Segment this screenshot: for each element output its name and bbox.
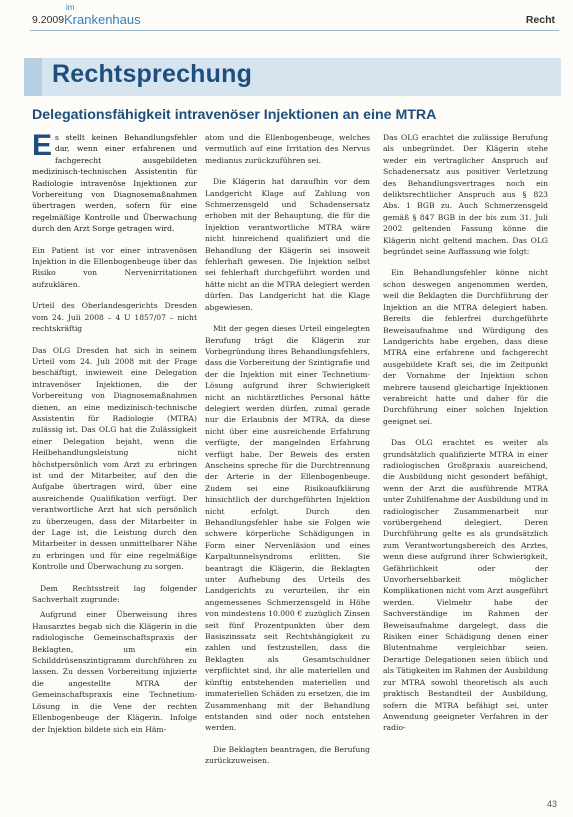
- article-lead: [32, 129, 197, 235]
- lead-text: s stellt keinen Behandlungsfehler dar, wenn einer erfahrenen und fachgerecht ausgebildeten medizinisch-technischen Assistentin für Radiologie intravenöse Injektionen zur Vorbereitung von Diagnosemaßnahmen übertragen werden, sofern für eine regelmäßige Kontrolle und Überwachung durch den Arzt Sorge getragen wird.: [32, 133, 197, 234]
- section-banner: [24, 58, 561, 96]
- article-paragraph: Die Beklagten beantragen, die Berufung zurückzuweisen.: [205, 744, 370, 766]
- issue-date: 9.2009: [32, 14, 65, 26]
- article-paragraph: Ein Patient ist vor einer intravenösen Injektion in die Ellenbogenbeuge über das Risiko von Nervenirritationen aufzuklären.: [32, 245, 197, 289]
- article-column-1: [32, 129, 197, 745]
- header-divider: [30, 30, 559, 31]
- article-paragraph: Dem Rechtsstreit lag folgender Sachverhalt zugrunde:: [32, 583, 197, 605]
- article-title: Delegationsfähigkeit intravenöser Injektionen an eine MTRA: [32, 107, 437, 123]
- drop-cap: E: [32, 129, 53, 162]
- article-column-3: [383, 132, 548, 744]
- article-paragraph: Mit der gegen dieses Urteil eingelegten Berufung trägt die Klägerin zur Vorbegründung ihres Behandlungsfehlers, dass die Vorbereitung der Szintigrafie und der die Injektion mit einer Technetium-Lösung aufgrund ihrer Schwierigkeit nicht an nichtärztliches Personal hätte delegiert werden dürfen, zumal gerade nur die Erlaubnis der MTRA, da diese nicht über eine ausreichende Erfahrung verfügte, der mangelnden Erfahrung verfügt habe. Der Beweis des ersten Anscheins spreche für die Durchtrennung der Arterie in der Ellenbogenbeuge. Zudem sei eine Risikoaufklärung hinsichtlich der durchgeführten Injektion nicht erfolgt. Durch den Behandlungsfehler habe sie Folgen wie schwere körperliche Schädigungen in Form einer Nervenläsion und eines Karpaltunnelsyndroms erlitten. Sie beantragt die Klägerin, die Beklagten unter Aufhebung des Urteils des Landgerichts zu verurteilen, ihr ein angemessenes Schmerzensgeld in Höhe von mindestens 10.000 € zuzüglich Zinsen seit fünf Prozentpunkten über dem Basiszinssatz seit Rechtshängigkeit zu zahlen und festzustellen, dass die Beklagten als Gesamtschuldner verpflichtet sind, ihr alle materiellen und künftig entstehenden materiellen und immateriellen Schäden zu ersetzen, die im Zusammenhang mit der Behandlung entstanden sind oder noch entstehen werden.: [205, 324, 370, 733]
- banner-accent: [24, 58, 42, 96]
- page-number: 43: [546, 799, 557, 809]
- article-paragraph: Das OLG Dresden hat sich in seinem Urteil vom 24. Juli 2008 mit der Frage beschäftigt, inwieweit eine Delegation intravenöser Injektionen, die der Vorbereitung von Diagnosemaßnahmen dienen, an eine medizinisch-technische Assistentin für Radiologie (MTRA) zulässig ist. Das OLG hat die Zulässigkeit einer Delegation bejaht, wenn die Heilbehandlungsleistung nicht höchstpersönlich vom Arzt zu erbringen ist und der Mitarbeiter, auf den die Aufgabe übertragen wird, über eine ausreichende Qualifikation verfügt. Der verantwortliche Arzt hat sich persönlich zu überzeugen, dass der Mitarbeiter in der Lage ist, die Leistung durch den Mitarbeiter in dessen unmittelbarer Nähe zu erbringen und für eine regelmäßige Kontrolle und Überwachung zu sorgen.: [32, 345, 197, 572]
- article-paragraph: Das OLG erachtet die zulässige Berufung als unbegründet. Der Klägerin stehe weder ein vertraglicher Anspruch auf Schadenersatz aus positiver Verletzung des Behandlungsvertrages noch ein deliktsrechtlicher Anspruch aus § 823 Abs. 1 BGB zu. Auch Schmerzensgeld gemäß § 847 BGB in der bis zum 31. Juli 2002 geltenden Fassung könne die Klägerin nicht geltend machen. Das OLG begründet seine Auffassung wie folgt:: [383, 133, 548, 257]
- magazine-logo-prefix: im: [66, 3, 75, 12]
- page-header: [0, 0, 573, 30]
- magazine-logo-name: Krankenhaus: [64, 12, 141, 27]
- court-reference: Urteil des Oberlandesgerichts Dresden vom 24. Juli 2008 – 4 U 1857/07 – nicht rechtskräftig: [32, 301, 197, 334]
- banner-title: Rechtsprechung: [52, 60, 253, 88]
- article-paragraph: atom und die Ellenbogenbeuge, welches vermutlich auf eine Irritation des Nervus medianus zurückzuführen sei.: [205, 133, 370, 165]
- section-label: Recht: [525, 14, 555, 26]
- article-paragraph: Die Klägerin hat daraufhin vor dem Landgericht Klage auf Zahlung von Schmerzensgeld und Schadensersatz erhoben mit der Behauptung, die für die Injektion verantwortliche MTRA wäre nicht hinreichend qualifiziert und die Behandlung der Klägerin sei insoweit fehlerhaft gewesen. Die Injektion selbst sei fehlerhaft durchgeführt worden und hätte nicht an die MTRA delegiert werden dürfen. Das Landgericht hat die Klage abgewiesen.: [205, 177, 370, 312]
- article-paragraph: Aufgrund einer Überweisung ihres Hausarztes begab sich die Klägerin in die radiologische Gemeinschaftspraxis der Beklagten, um ein Schilddrüsenszintigramm durchführen zu lassen. Zu dessen Vorbereitung injizierte die angestellte MTRA der Gemeinschaftspraxis eine Technetium-Lösung in die Vene der rechten Ellenbogenbeuge der Klägerin. Infolge der Injektion bildete sich ein Häm-: [32, 610, 197, 734]
- article-paragraph: Das OLG erachtet es weiter als grundsätzlich qualifizierte MTRA in einer radiologischen Großpraxis ausreichend, die Ausbildung nicht gesondert befähigt, wenn der Arzt die ausführende MTRA unter Zuhilfenahme der Ausbildung und in radiologischer Zusammenarbeit nur vorübergehend delegiert. Deren Durchführung gelte es als grundsätzlich zum Verantwortungsbereich des Arztes, wenn diese aufgrund ihrer Schwierigkeit, Gefährlichkeit oder der Unvorhersehbarkeit möglicher Komplikationen nicht vom Arzt ausgeführt werden. Vielmehr habe der Sachverständige im Rahmen der Beweisaufnahme dargelegt, dass die Risiken einer Schädigung denen einer Blutentnahme vergleichbar seien. Derartige Delegationen seien üblich und als Tätigkeiten im Rahmen der Ausbildung zur MTRA sowohl theoretisch als auch praktisch Bestandteil der Ausbildung, sofern die MTRA befähigt sei, unter Anwendung geeigneter Verfahren in der radio-: [383, 438, 548, 733]
- magazine-logo: [64, 4, 141, 28]
- article-column-2: [205, 132, 370, 777]
- article-paragraph: Ein Behandlungsfehler könne nicht schon deswegen angenommen werden, weil die Beklagten die Durchführung der Injektion an die MTRA delegiert haben. Bereits die fehlerfrei durchgeführte Beweisaufnahme und Würdigung des Landgerichts habe ergeben, dass diese MTRA eine erfahrene und fachgerecht ausgebildete Kraft sei, die im Zeitpunkt der Vornahme der Injektion schon mehrere tausend gleichartige Injektionen verabreicht hatte und daher für die Durchführung einer solchen Injektion geeignet sei.: [383, 268, 548, 426]
